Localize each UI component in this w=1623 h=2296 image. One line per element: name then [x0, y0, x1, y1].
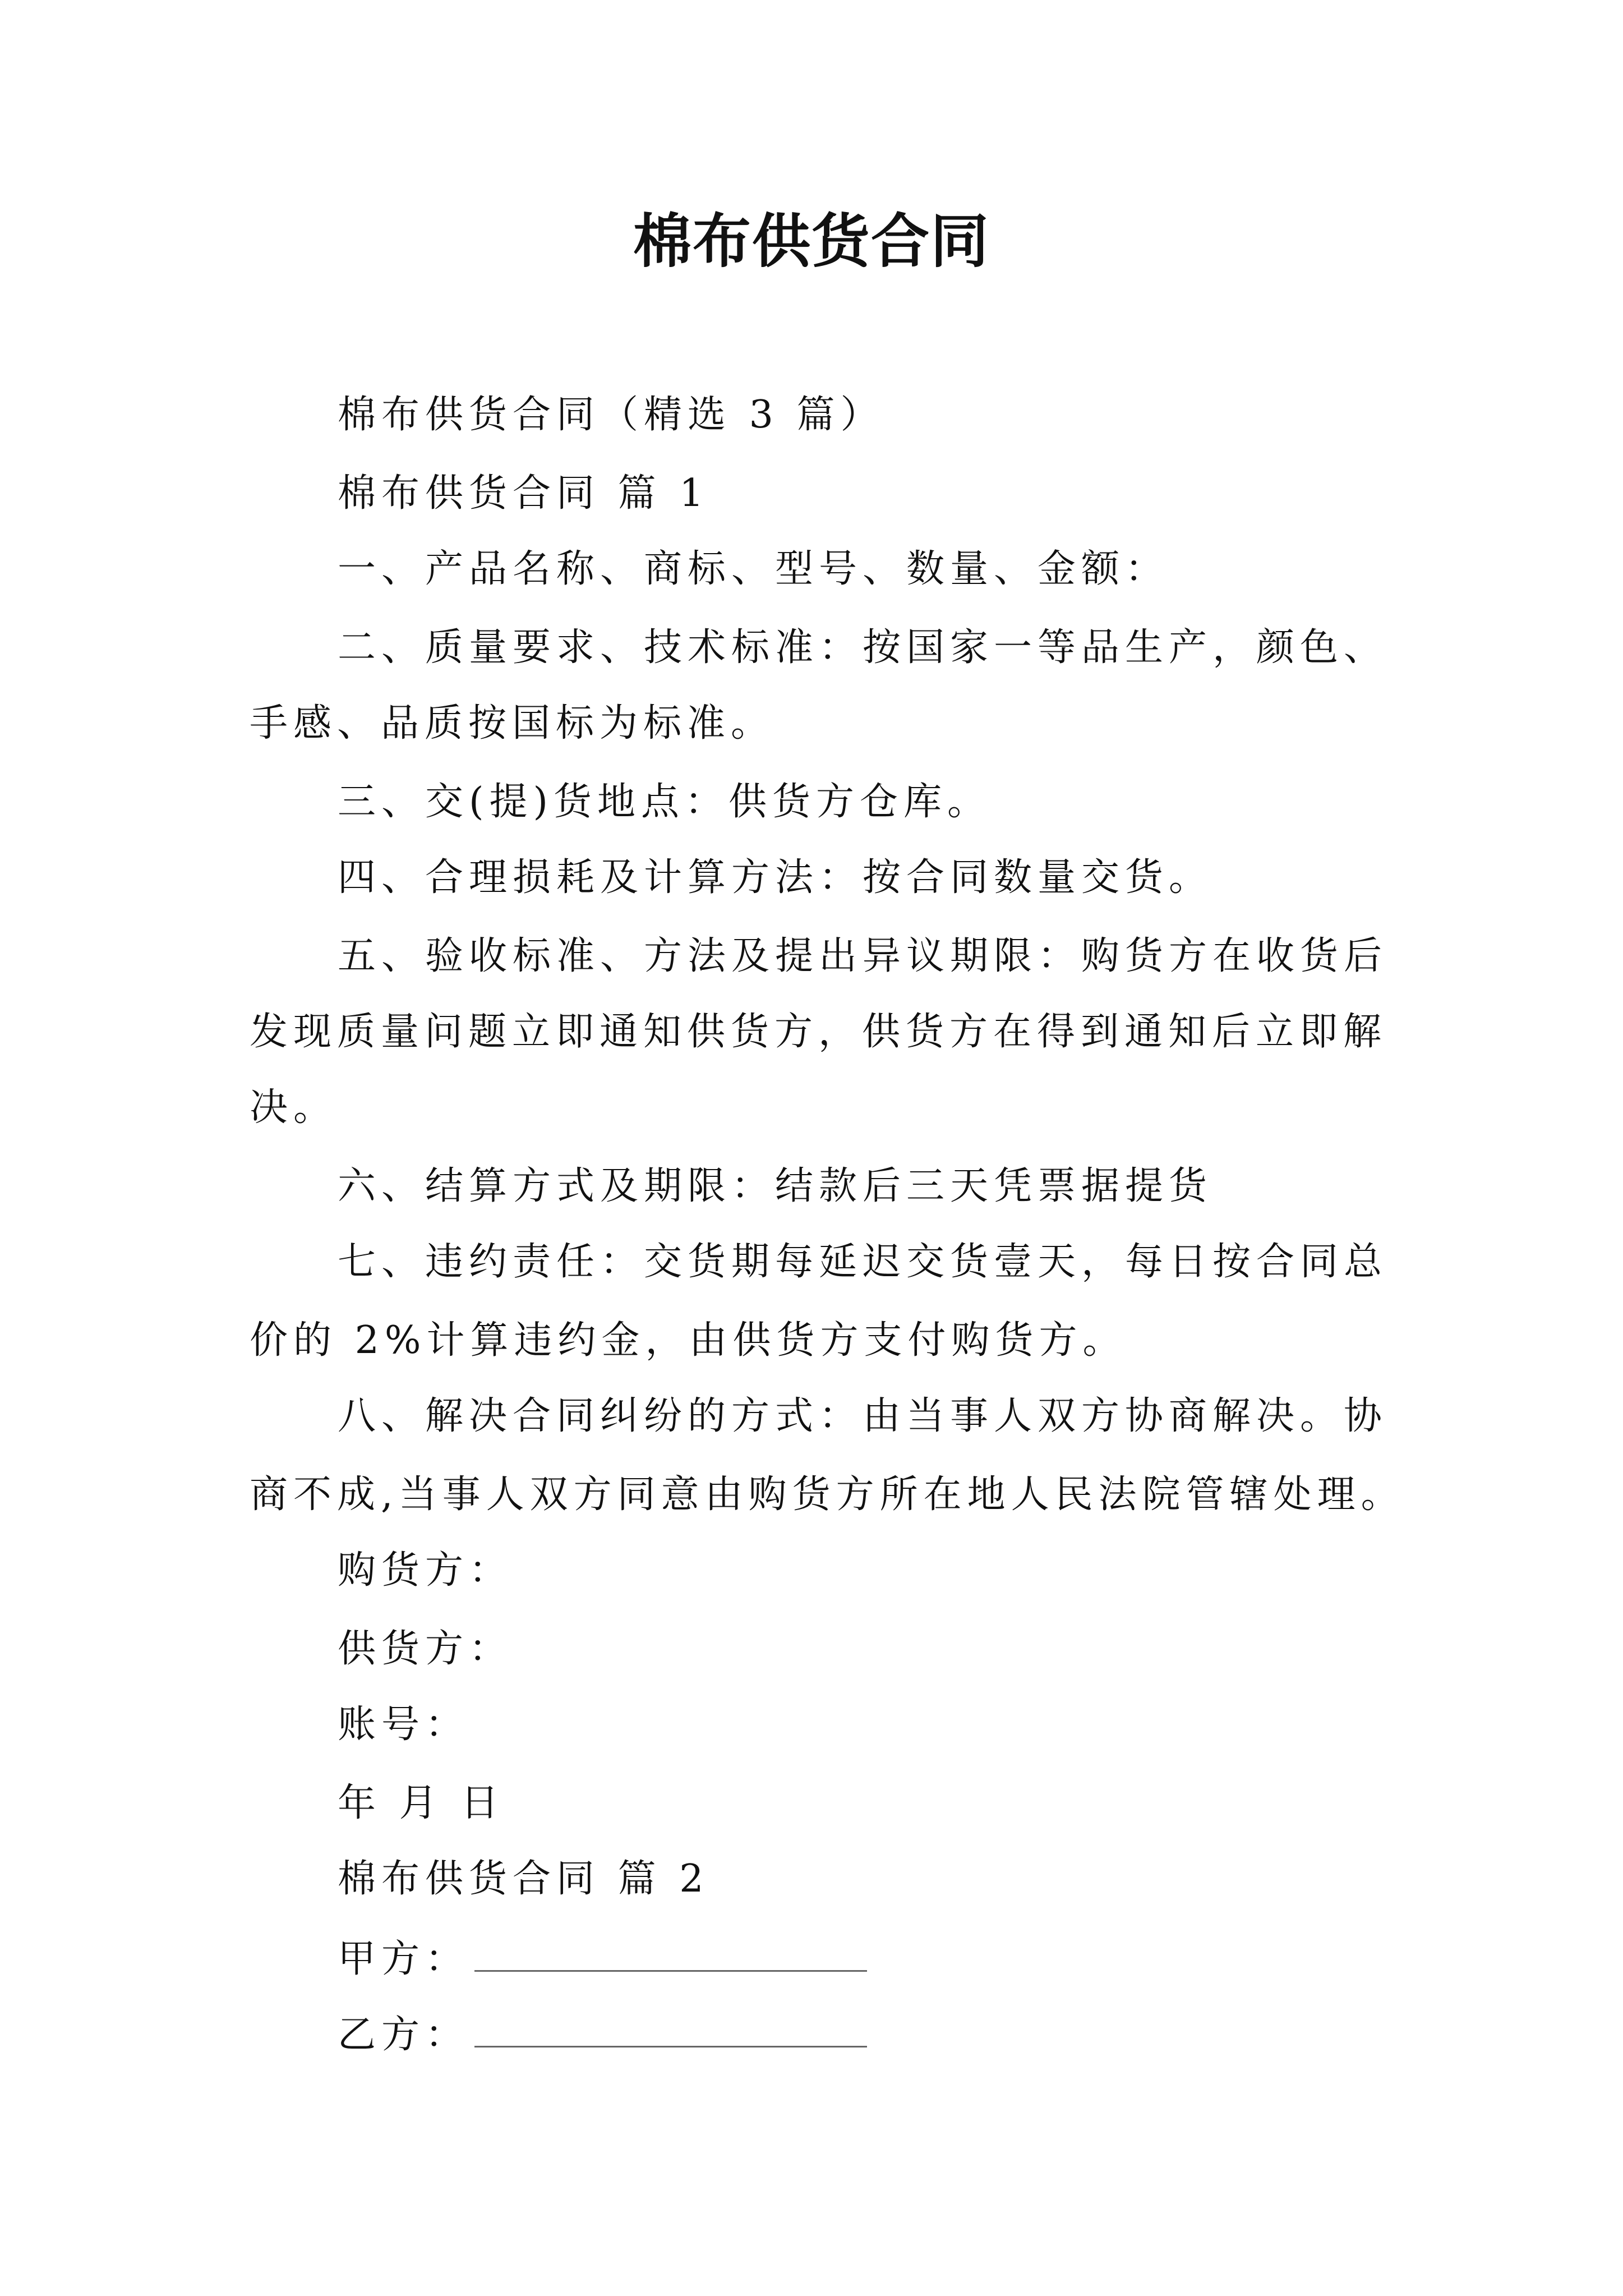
clause-1: 一、产品名称、商标、型号、数量、金额：	[338, 547, 1169, 591]
party-b-blank-line	[474, 2011, 867, 2047]
clause-4: 四、合理损耗及计算方法：按合同数量交货。	[338, 855, 1213, 900]
clause-2-line-2: 手感、品质按国标为标准。	[250, 701, 775, 746]
document-subtitle: 棉布供货合同（精选 3 篇）	[338, 393, 884, 437]
clause-5-line-3: 决。	[250, 1085, 338, 1130]
document-title: 棉布供货合同	[633, 206, 990, 275]
clause-3: 三、交(提)货地点：供货方仓库。	[338, 780, 992, 824]
clause-6: 六、结算方式及期限：结款后三天凭票据提货	[338, 1164, 1213, 1208]
section-heading-2: 棉布供货合同 篇 2	[338, 1857, 709, 1901]
clause-2-line-1: 二、质量要求、技术标准：按国家一等品生产，颜色、	[338, 625, 1388, 670]
party-a-label: 甲方：	[338, 1937, 469, 1981]
date-label: 年 月 日	[338, 1781, 505, 1825]
clause-5-line-1: 五、验收标准、方法及提出异议期限：购货方在收货后	[338, 934, 1388, 978]
section-heading-1: 棉布供货合同 篇 1	[338, 471, 709, 516]
clause-8-line-1: 八、解决合同纠纷的方式：由当事人双方协商解决。协	[338, 1394, 1388, 1438]
account-label: 账号：	[338, 1703, 469, 1747]
clause-7-line-1: 七、违约责任：交货期每延迟交货壹天，每日按合同总	[338, 1240, 1388, 1284]
buyer-label: 购货方：	[338, 1548, 513, 1593]
party-a-blank-line	[474, 1935, 867, 1972]
party-b-row	[338, 2011, 867, 2058]
party-b-label: 乙方：	[338, 2013, 469, 2057]
clause-7-line-2: 价的 2%计算违约金，由供货方支付购货方。	[250, 1318, 1127, 1363]
clause-8-line-2: 商不成,当事人双方同意由购货方所在地人民法院管辖处理。	[250, 1473, 1405, 1517]
clause-5-line-2: 发现质量问题立即通知供货方，供货方在得到通知后立即解	[250, 1010, 1387, 1054]
party-a-row	[338, 1935, 867, 1982]
supplier-label: 供货方：	[338, 1627, 513, 1671]
